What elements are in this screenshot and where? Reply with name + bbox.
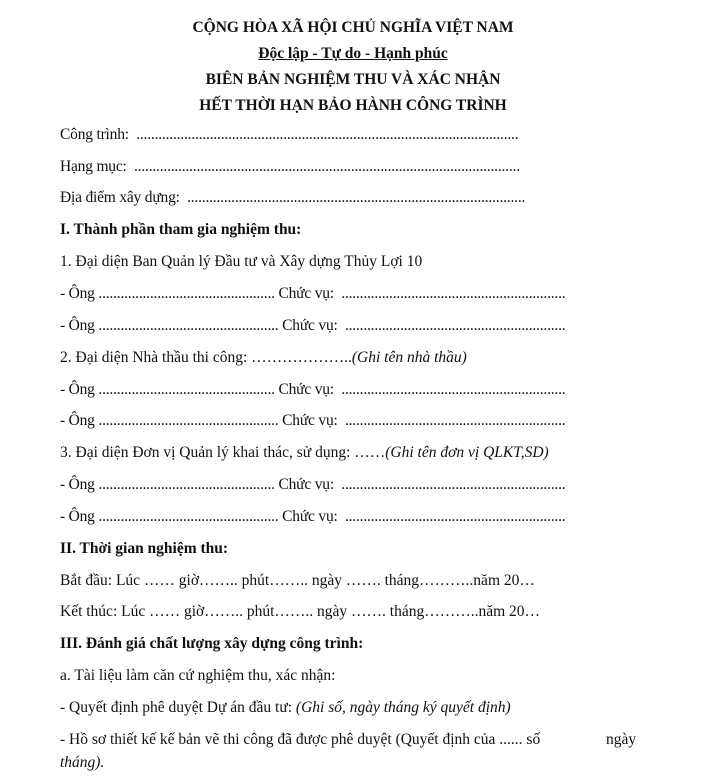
doc-item-1 (60, 698, 511, 718)
doc-item-1-text: - Quyết định phê duyệt Dự án đầu tư: (60, 699, 296, 716)
title-line-2: HẾT THỜI HẠN BẢO HÀNH CÔNG TRÌNH (199, 97, 507, 114)
title-line-1: BIÊN BẢN NGHIỆM THU VÀ XÁC NHẬN (205, 71, 501, 88)
doc-item-2-continuation: tháng). (60, 754, 105, 771)
section-3-heading: III. Đánh giá chất lượng xây dựng công trình: (60, 635, 364, 652)
rep-3-line-b: - Ông ................................................. Chức vụ: ............................................................ (60, 508, 566, 525)
rep-3-note: (Ghi tên đơn vị QLKT,SD) (385, 444, 549, 461)
section-1-heading: I. Thành phần tham gia nghiệm thu: (60, 221, 302, 238)
rep-1-line-a: - Ông ................................................ Chức vụ: ............................................................. (60, 285, 566, 302)
rep-3-title (60, 443, 549, 463)
rep-2-text: 2. Đại diện Nhà thầu thi công: ……………….. (60, 349, 352, 366)
doc-item-2-tail: ngày (606, 731, 637, 748)
section-2-heading: II. Thời gian nghiệm thu: (60, 540, 229, 557)
rep-1-title: 1. Đại diện Ban Quản lý Đầu tư và Xây dựng Thủy Lợi 10 (60, 253, 423, 270)
time-start: Bắt đầu: Lúc …… giờ…….. phút…….. ngày ……. tháng………..năm 20… (60, 572, 535, 589)
rep-3-text: 3. Đại diện Đơn vị Quản lý khai thác, sử dụng: …… (60, 444, 386, 461)
section-3-a: a. Tài liệu làm căn cứ nghiệm thu, xác nhận: (60, 667, 336, 684)
rep-2-line-b: - Ông ................................................. Chức vụ: ............................................................ (60, 412, 566, 429)
field-hang-muc: Hạng mục: ......................................................................................................... (60, 158, 520, 175)
time-end: Kết thúc: Lúc …… giờ…….. phút…….. ngày ……. tháng………..năm 20… (60, 603, 541, 620)
field-cong-trinh: Công trình: ........................................................................................................ (60, 126, 519, 143)
field-dia-diem: Địa điểm xây dựng: ............................................................................................ (60, 189, 526, 206)
motto-text: Độc lập - Tự do - Hạnh phúc (258, 45, 448, 62)
rep-2-line-a: - Ông ................................................ Chức vụ: ............................................................. (60, 381, 566, 398)
rep-2-note: (Ghi tên nhà thầu) (351, 349, 467, 366)
country-heading: CỘNG HÒA XÃ HỘI CHỦ NGHĨA VIỆT NAM (192, 19, 514, 36)
doc-item-2: - Hồ sơ thiết kế kế bản vẽ thi công đã được phê duyệt (Quyết định của ...... số (60, 731, 541, 748)
rep-2-title (60, 348, 467, 368)
rep-3-line-a: - Ông ................................................ Chức vụ: ............................................................. (60, 476, 566, 493)
doc-item-1-note: (Ghi số, ngày tháng ký quyết định) (295, 699, 511, 716)
motto (0, 44, 706, 64)
rep-1-line-b: - Ông ................................................. Chức vụ: ............................................................ (60, 317, 566, 334)
